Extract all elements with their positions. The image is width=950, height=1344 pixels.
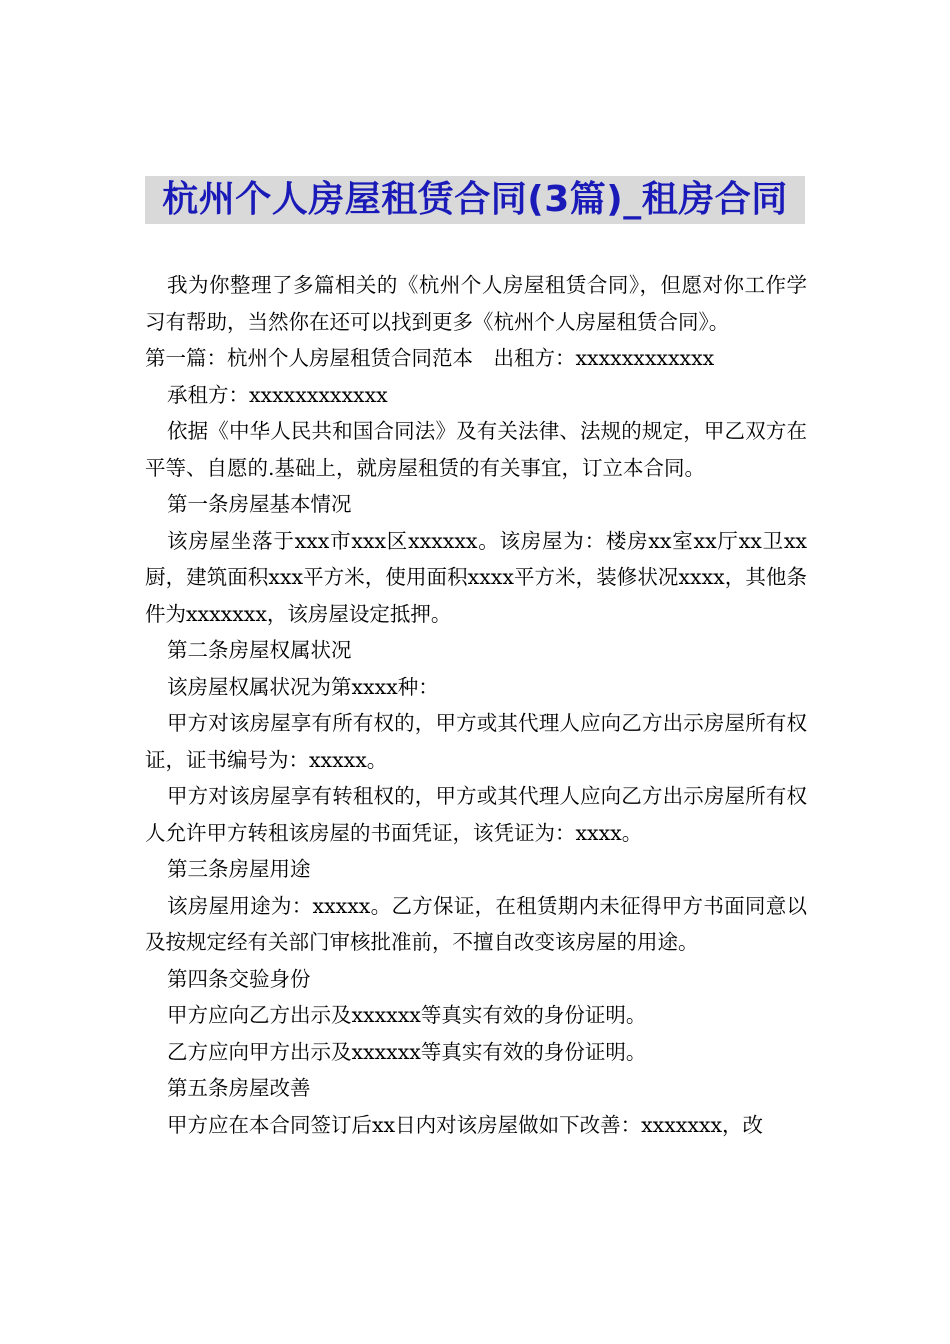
title-highlight xyxy=(145,176,805,224)
paragraph: 该房屋坐落于xxx市xxx区xxxxxx。该房屋为：楼房xx室xx厅xx卫xx厨，建筑面积xxx平方米，使用面积xxxx平方米，装修状况xxxx，其他条件为xxxxxxx，该房屋设定抵押。 xyxy=(145,528,807,626)
document-body xyxy=(145,267,807,1143)
paragraph: 该房屋用途为：xxxxx。乙方保证，在租赁期内未征得甲方书面同意以及按规定经有关部门审核批准前，不擅自改变该房屋的用途。 xyxy=(145,893,807,954)
section-heading: 第一条房屋基本情况 xyxy=(167,492,352,516)
section-heading: 第二条房屋权属状况 xyxy=(167,638,352,662)
section-heading: 第三条房屋用途 xyxy=(167,857,311,881)
paragraph: 承租方：xxxxxxxxxxxx xyxy=(167,382,388,407)
paragraph: 第一篇：杭州个人房屋租赁合同范本 出租方：xxxxxxxxxxxx xyxy=(145,346,715,370)
paragraph: 该房屋权属状况为第xxxx种： xyxy=(167,674,439,699)
paragraph: 我为你整理了多篇相关的《杭州个人房屋租赁合同》，但愿对你工作学习有帮助，当然你在还可以找到更多《杭州个人房屋租赁合同》。 xyxy=(145,273,807,334)
paragraph: 甲方对该房屋享有转租权的，甲方或其代理人应向乙方出示房屋所有权人允许甲方转租该房屋的书面凭证，该凭证为：xxxx。 xyxy=(145,784,807,845)
page-title: 杭州个人房屋租赁合同(3篇)_租房合同 xyxy=(162,179,788,220)
paragraph: 甲方应在本合同签订后xx日内对该房屋做如下改善：xxxxxxx，改 xyxy=(167,1112,764,1137)
section-heading: 第四条交验身份 xyxy=(167,966,311,991)
section-heading: 第五条房屋改善 xyxy=(167,1076,311,1100)
paragraph: 甲方对该房屋享有所有权的，甲方或其代理人应向乙方出示房屋所有权证，证书编号为：xxxxx。 xyxy=(145,711,807,772)
paragraph: 甲方应向乙方出示及xxxxxx等真实有效的身份证明。 xyxy=(167,1003,647,1027)
paragraph: 依据《中华人民共和国合同法》及有关法律、法规的规定，甲乙双方在平等、自愿的.基础上，就房屋租赁的有关事宜，订立本合同。 xyxy=(145,419,807,480)
paragraph: 乙方应向甲方出示及xxxxxx等真实有效的身份证明。 xyxy=(167,1039,647,1064)
